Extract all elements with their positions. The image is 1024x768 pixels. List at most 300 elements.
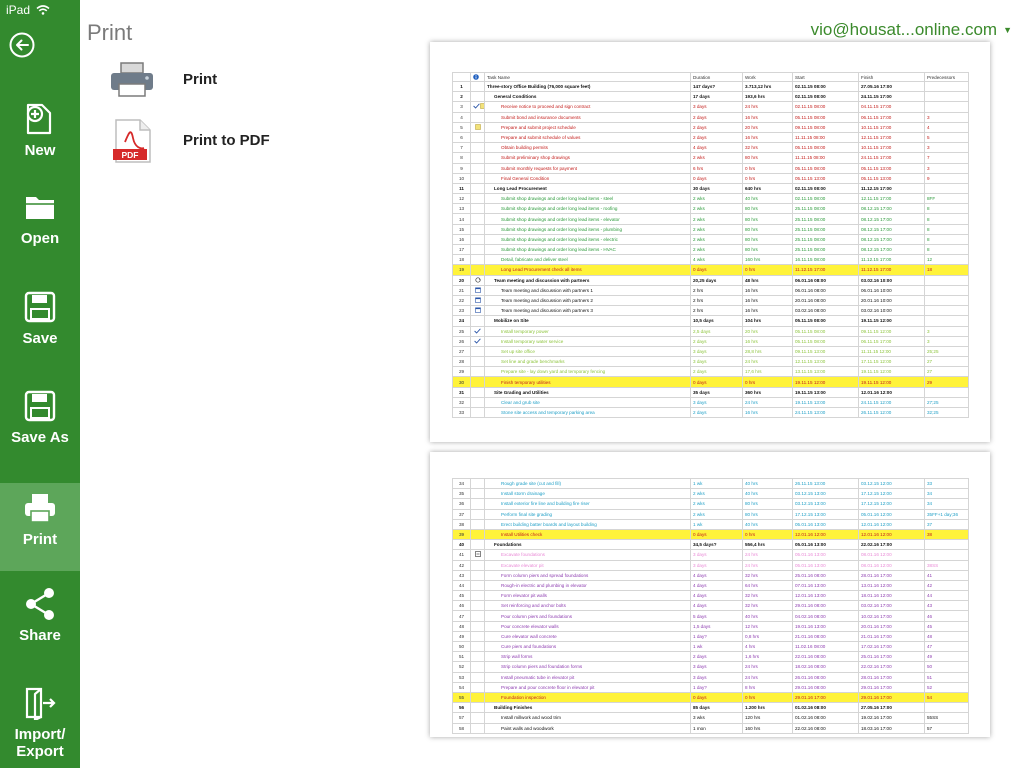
task-finish: 11.11.15 12:00 (859, 346, 925, 356)
task-start: 25.11.15 08:00 (793, 234, 859, 244)
task-indicator (471, 306, 485, 316)
task-start: 29.01.16 17:00 (793, 692, 859, 702)
task-start: 12.11.15 13:00 (793, 357, 859, 367)
task-work: 4 hrs (743, 642, 793, 652)
task-start: 26.11.15 13:00 (793, 479, 859, 489)
task-finish: 17.12.15 12:00 (859, 489, 925, 499)
task-work: 32 hrs (743, 143, 793, 153)
task-duration: 5 days (691, 611, 743, 621)
task-finish: 09.11.15 12:00 (859, 326, 925, 336)
table-header-row (453, 73, 969, 82)
task-finish: 08.12.15 17:00 (859, 214, 925, 224)
task-duration: 1 mon (691, 723, 743, 733)
task-finish: 17.11.15 12:00 (859, 357, 925, 367)
task-work: 16 hrs (743, 408, 793, 418)
task-work: 0 hrs (743, 529, 793, 539)
task-predecessors: 38 (925, 529, 969, 539)
task-finish: 05.11.15 13:00 (859, 173, 925, 183)
task-work: 24 hrs (743, 102, 793, 112)
task-work: 24 hrs (743, 550, 793, 560)
task-duration: 10,5 days (691, 316, 743, 326)
task-start: 03.02.16 08:00 (793, 306, 859, 316)
task-finish: 22.02.16 17:00 (859, 540, 925, 550)
sidebar-item-save[interactable] (0, 288, 80, 347)
sidebar-item-new[interactable] (0, 100, 80, 159)
printer-icon (108, 60, 156, 98)
task-id: 2 (453, 92, 471, 102)
task-name: Prepare and submit project schedule (485, 122, 691, 132)
task-start: 09.11.15 08:00 (793, 122, 859, 132)
task-start: 21.01.16 08:00 (793, 631, 859, 641)
task-start: 05.01.16 13:00 (793, 550, 859, 560)
table-row (453, 611, 969, 621)
task-id: 39 (453, 529, 471, 539)
task-duration: 4 wks (691, 255, 743, 265)
task-id: 58 (453, 723, 471, 733)
task-start: 11.02.16 08:00 (793, 642, 859, 652)
task-id: 37 (453, 509, 471, 519)
task-duration: 34,5 days? (691, 540, 743, 550)
table-row (453, 82, 969, 92)
task-start: 19.11.15 13:00 (793, 387, 859, 397)
task-predecessors: 55SS (925, 713, 969, 723)
task-indicator (471, 642, 485, 652)
task-predecessors: 52 (925, 682, 969, 692)
table-row (453, 408, 969, 418)
task-work: 20 hrs (743, 326, 793, 336)
task-finish: 12.01.16 12:00 (859, 387, 925, 397)
task-predecessors (925, 703, 969, 713)
task-indicator (471, 408, 485, 418)
task-indicator (471, 122, 485, 132)
task-name: Set line and grade benchmarks (485, 357, 691, 367)
task-indicator (471, 387, 485, 397)
cal-indicator-icon (475, 307, 481, 313)
task-work: 80 hrs (743, 234, 793, 244)
task-start: 01.02.16 08:00 (793, 703, 859, 713)
task-indicator (471, 316, 485, 326)
task-work: 17,6 hrs (743, 367, 793, 377)
task-start: 20.01.16 08:00 (793, 295, 859, 305)
task-duration: 20,25 days (691, 275, 743, 285)
table-row (453, 529, 969, 539)
task-indicator (471, 357, 485, 367)
task-duration: 17 days (691, 92, 743, 102)
task-indicator (471, 82, 485, 92)
sidebar-item-label: Share (19, 627, 61, 644)
task-duration: 1 wk (691, 519, 743, 529)
table-row (453, 631, 969, 641)
print-to-pdf-option[interactable] (108, 118, 270, 164)
task-name: Install exterior fire line and building fire riser (485, 499, 691, 509)
task-indicator (471, 499, 485, 509)
sidebar-item-import-export[interactable] (0, 684, 80, 760)
table-row (453, 570, 969, 580)
table-row (453, 591, 969, 601)
task-work: 24 hrs (743, 397, 793, 407)
task-start: 02.11.15 08:00 (793, 183, 859, 193)
task-id: 17 (453, 245, 471, 255)
task-id: 33 (453, 408, 471, 418)
task-indicator (471, 367, 485, 377)
task-start: 03.12.15 13:00 (793, 499, 859, 509)
task-duration: 1 day? (691, 631, 743, 641)
task-id: 11 (453, 183, 471, 193)
table-row (453, 642, 969, 652)
task-indicator (471, 519, 485, 529)
task-work: 64 hrs (743, 580, 793, 590)
task-duration: 147 days? (691, 82, 743, 92)
task-name: Submit shop drawings and order long lead items - steel (485, 194, 691, 204)
task-indicator (471, 234, 485, 244)
preview-page-2[interactable] (430, 452, 990, 737)
task-name: Pour column piers and foundations (485, 611, 691, 621)
task-duration: 2 hrs (691, 306, 743, 316)
task-id: 19 (453, 265, 471, 275)
task-predecessors: 47 (925, 642, 969, 652)
task-predecessors: 34 (925, 499, 969, 509)
task-start: 12.01.16 12:00 (793, 529, 859, 539)
task-finish: 06.11.15 17:00 (859, 336, 925, 346)
task-indicator (471, 652, 485, 662)
task-finish: 03.02.16 17:00 (859, 601, 925, 611)
table-row (453, 326, 969, 336)
check-indicator-icon (474, 338, 481, 344)
task-work: 80 hrs (743, 204, 793, 214)
task-id: 22 (453, 295, 471, 305)
account-email: vio@housat...online.com (810, 20, 998, 39)
task-name: Paint walls and woodwork (485, 723, 691, 733)
task-indicator (471, 214, 485, 224)
task-start: 06.01.16 08:00 (793, 275, 859, 285)
task-finish: 05.11.15 13:00 (859, 163, 925, 173)
task-indicator (471, 703, 485, 713)
table-row (453, 346, 969, 356)
table-row (453, 245, 969, 255)
task-duration: 2 hrs (691, 285, 743, 295)
task-predecessors: 37 (925, 519, 969, 529)
preview-page-1[interactable] (430, 42, 990, 442)
task-predecessors: 18 (925, 265, 969, 275)
task-finish: 20.01.16 10:00 (859, 295, 925, 305)
task-finish: 21.01.16 17:00 (859, 631, 925, 641)
task-indicator (471, 255, 485, 265)
task-start: 25.11.15 08:00 (793, 245, 859, 255)
task-finish: 19.11.15 12:00 (859, 316, 925, 326)
task-predecessors: 57 (925, 723, 969, 733)
task-id: 51 (453, 652, 471, 662)
task-id: 57 (453, 713, 471, 723)
task-name: Submit shop drawings and order long lead items - electric (485, 234, 691, 244)
task-predecessors: 27;25 (925, 397, 969, 407)
table-row (453, 489, 969, 499)
task-duration: 2 days (691, 132, 743, 142)
task-id: 9 (453, 163, 471, 173)
task-work: 32 hrs (743, 570, 793, 580)
task-duration: 2 wks (691, 234, 743, 244)
table-row (453, 357, 969, 367)
task-name: Clear and grub site (485, 397, 691, 407)
print-pdf-label: Print to PDF (183, 132, 270, 149)
table-row (453, 122, 969, 132)
task-indicator (471, 397, 485, 407)
task-finish: 08.01.16 12:00 (859, 560, 925, 570)
task-name: Foundations (485, 540, 691, 550)
task-work: 24 hrs (743, 357, 793, 367)
task-indicator (471, 529, 485, 539)
task-indicator (471, 295, 485, 305)
task-id: 29 (453, 367, 471, 377)
task-id: 56 (453, 703, 471, 713)
task-finish: 28.01.16 17:00 (859, 672, 925, 682)
task-finish: 20.01.16 17:00 (859, 621, 925, 631)
task-id: 13 (453, 204, 471, 214)
sidebar-item-open[interactable] (0, 188, 80, 247)
task-predecessors (925, 387, 969, 397)
task-start: 16.11.15 08:00 (793, 255, 859, 265)
task-work: 80 hrs (743, 499, 793, 509)
task-predecessors: 44 (925, 591, 969, 601)
task-start: 22.02.16 08:00 (793, 723, 859, 733)
table-row (453, 367, 969, 377)
table-row (453, 377, 969, 387)
table-row (453, 397, 969, 407)
task-indicator (471, 662, 485, 672)
task-indicator (471, 672, 485, 682)
task-work: 80 hrs (743, 153, 793, 163)
task-work: 556,4 hrs (743, 540, 793, 550)
sidebar-item-label: Open (20, 230, 60, 247)
task-finish: 08.12.15 17:00 (859, 204, 925, 214)
task-name: Cure piers and foundations (485, 642, 691, 652)
task-predecessors: 3 (925, 326, 969, 336)
task-indicator (471, 265, 485, 275)
column-header: Duration (691, 73, 743, 82)
save-as-disk-icon (24, 390, 56, 422)
back-arrow-icon[interactable] (9, 32, 35, 58)
task-start: 11.12.15 17:00 (793, 265, 859, 275)
task-id: 47 (453, 611, 471, 621)
task-predecessors (925, 316, 969, 326)
table-row (453, 275, 969, 285)
task-finish: 08.12.15 17:00 (859, 245, 925, 255)
task-id: 52 (453, 662, 471, 672)
table-row (453, 306, 969, 316)
task-name: Set up site office (485, 346, 691, 356)
table-row (453, 479, 969, 489)
task-work: 16 hrs (743, 306, 793, 316)
sidebar-item-print[interactable] (0, 483, 80, 571)
task-indicator (471, 153, 485, 163)
task-work: 48 hrs (743, 275, 793, 285)
task-work: 193,6 hrs (743, 92, 793, 102)
task-name: Three-story Office Building (76,000 square feet) (485, 82, 691, 92)
table-row (453, 173, 969, 183)
task-indicator (471, 631, 485, 641)
task-name: General Conditions (485, 92, 691, 102)
column-header: Predecessors (925, 73, 969, 82)
task-duration: 4 days (691, 570, 743, 580)
account-selector[interactable] (811, 20, 1012, 40)
task-duration: 2 days (691, 112, 743, 122)
task-finish: 11.12.15 17:00 (859, 183, 925, 193)
task-predecessors: 27 (925, 367, 969, 377)
task-start: 02.11.15 08:00 (793, 92, 859, 102)
task-indicator (471, 275, 485, 285)
task-indicator (471, 509, 485, 519)
task-name: Prepare and submit schedule of values (485, 132, 691, 142)
task-name: Receive notice to proceed and sign contract (485, 102, 691, 112)
task-id: 38 (453, 519, 471, 529)
task-start: 06.01.16 08:00 (793, 285, 859, 295)
task-start: 19.01.16 13:00 (793, 621, 859, 631)
task-finish: 24.11.15 17:00 (859, 153, 925, 163)
task-start: 13.11.15 13:00 (793, 367, 859, 377)
table-row (453, 336, 969, 346)
task-indicator (471, 540, 485, 550)
task-predecessors: 45 (925, 621, 969, 631)
table-row (453, 204, 969, 214)
task-name: Pour concrete elevator walls (485, 621, 691, 631)
task-id: 55 (453, 692, 471, 702)
table-row (453, 265, 969, 275)
task-start: 29.01.16 08:00 (793, 682, 859, 692)
task-work: 80 hrs (743, 509, 793, 519)
task-id: 34 (453, 479, 471, 489)
task-finish: 22.02.16 17:00 (859, 662, 925, 672)
task-work: 16 hrs (743, 112, 793, 122)
task-predecessors: 5 (925, 132, 969, 142)
task-duration: 2 wks (691, 204, 743, 214)
table-row (453, 519, 969, 529)
task-duration: 1,5 days (691, 621, 743, 631)
task-id: 43 (453, 570, 471, 580)
task-predecessors: 4 (925, 122, 969, 132)
task-name: Final General Condition (485, 173, 691, 183)
pdf-badge: PDF (121, 150, 139, 160)
sidebar-item-share[interactable] (0, 585, 80, 644)
task-start: 01.02.16 08:00 (793, 713, 859, 723)
task-start: 25.11.15 08:00 (793, 214, 859, 224)
task-predecessors: 12 (925, 255, 969, 265)
page-title: Print (87, 20, 133, 45)
task-name: Finish temporary utilities (485, 377, 691, 387)
task-id: 4 (453, 112, 471, 122)
task-id: 27 (453, 346, 471, 356)
table-row (453, 703, 969, 713)
task-name: Prepare site - lay down yard and temporary fencing (485, 367, 691, 377)
task-work: 80 hrs (743, 224, 793, 234)
pdf-file-icon (108, 118, 156, 164)
table-row (453, 234, 969, 244)
task-id: 7 (453, 143, 471, 153)
table-row (453, 224, 969, 234)
task-indicator (471, 713, 485, 723)
task-name: Form column piers and spread foundations (485, 570, 691, 580)
import-export-icon (23, 686, 57, 720)
task-predecessors: 42 (925, 580, 969, 590)
task-id: 44 (453, 580, 471, 590)
sidebar-item-save-as[interactable] (0, 387, 80, 446)
task-work: 0 hrs (743, 163, 793, 173)
task-predecessors: 8 (925, 234, 969, 244)
table-row (453, 143, 969, 153)
task-indicator (471, 326, 485, 336)
task-indicator (471, 143, 485, 153)
recur-indicator-icon (475, 277, 481, 283)
task-start: 07.01.16 13:00 (793, 580, 859, 590)
table-row (453, 214, 969, 224)
task-work: 0 hrs (743, 265, 793, 275)
task-work: 40 hrs (743, 194, 793, 204)
note-indicator-icon (475, 124, 481, 130)
task-finish: 12.01.16 12:00 (859, 529, 925, 539)
task-finish: 19.02.16 17:00 (859, 713, 925, 723)
task-name: Perform final site grading (485, 509, 691, 519)
task-predecessors: 3 (925, 143, 969, 153)
task-name: Submit monthly requests for payment (485, 163, 691, 173)
task-id: 48 (453, 621, 471, 631)
task-id: 53 (453, 672, 471, 682)
task-indicator (471, 601, 485, 611)
task-work: 24 hrs (743, 560, 793, 570)
task-start: 12.01.16 13:00 (793, 591, 859, 601)
task-name: Team meeting and discussion with partners 1 (485, 285, 691, 295)
print-option[interactable] (108, 60, 218, 98)
task-name: Install pneumatic tube in elevator pit (485, 672, 691, 682)
preview-table-page-2 (452, 478, 969, 734)
print-label: Print (183, 71, 218, 88)
task-work: 32 hrs (743, 591, 793, 601)
task-predecessors: 43 (925, 601, 969, 611)
task-duration: 3 days (691, 672, 743, 682)
task-predecessors: 3 (925, 336, 969, 346)
save-disk-icon (24, 291, 56, 323)
task-work: 3.713,12 hrs (743, 82, 793, 92)
task-finish: 05.01.16 12:00 (859, 509, 925, 519)
task-work: 1,6 hrs (743, 652, 793, 662)
task-start: 25.11.15 08:00 (793, 224, 859, 234)
task-predecessors: 9 (925, 173, 969, 183)
task-duration: 0 days (691, 692, 743, 702)
task-id: 41 (453, 550, 471, 560)
task-finish: 10.11.15 17:00 (859, 143, 925, 153)
task-start: 25.11.15 08:00 (793, 204, 859, 214)
task-name: Strip column piers and foundation forms (485, 662, 691, 672)
task-work: 24 hrs (743, 672, 793, 682)
task-indicator (471, 479, 485, 489)
table-row (453, 682, 969, 692)
task-name: Long Lead Procurement check all items (485, 265, 691, 275)
sidebar-item-label: Print (22, 531, 58, 548)
task-start: 24.11.15 13:00 (793, 408, 859, 418)
task-start: 19.11.15 12:00 (793, 377, 859, 387)
task-duration: 1 wk (691, 479, 743, 489)
task-indicator (471, 570, 485, 580)
column-header: Finish (859, 73, 925, 82)
task-name: Erect building batter boards and layout building (485, 519, 691, 529)
table-row (453, 723, 969, 733)
task-duration: 3 days (691, 662, 743, 672)
task-work: 160 hrs (743, 255, 793, 265)
task-duration: 2 wks (691, 245, 743, 255)
task-name: Submit shop drawings and order long lead items - plumbing (485, 224, 691, 234)
task-start: 26.01.16 08:00 (793, 672, 859, 682)
task-id: 3 (453, 102, 471, 112)
task-duration: 2 wks (691, 499, 743, 509)
preview-table-page-1 (452, 72, 969, 418)
task-work: 24 hrs (743, 662, 793, 672)
